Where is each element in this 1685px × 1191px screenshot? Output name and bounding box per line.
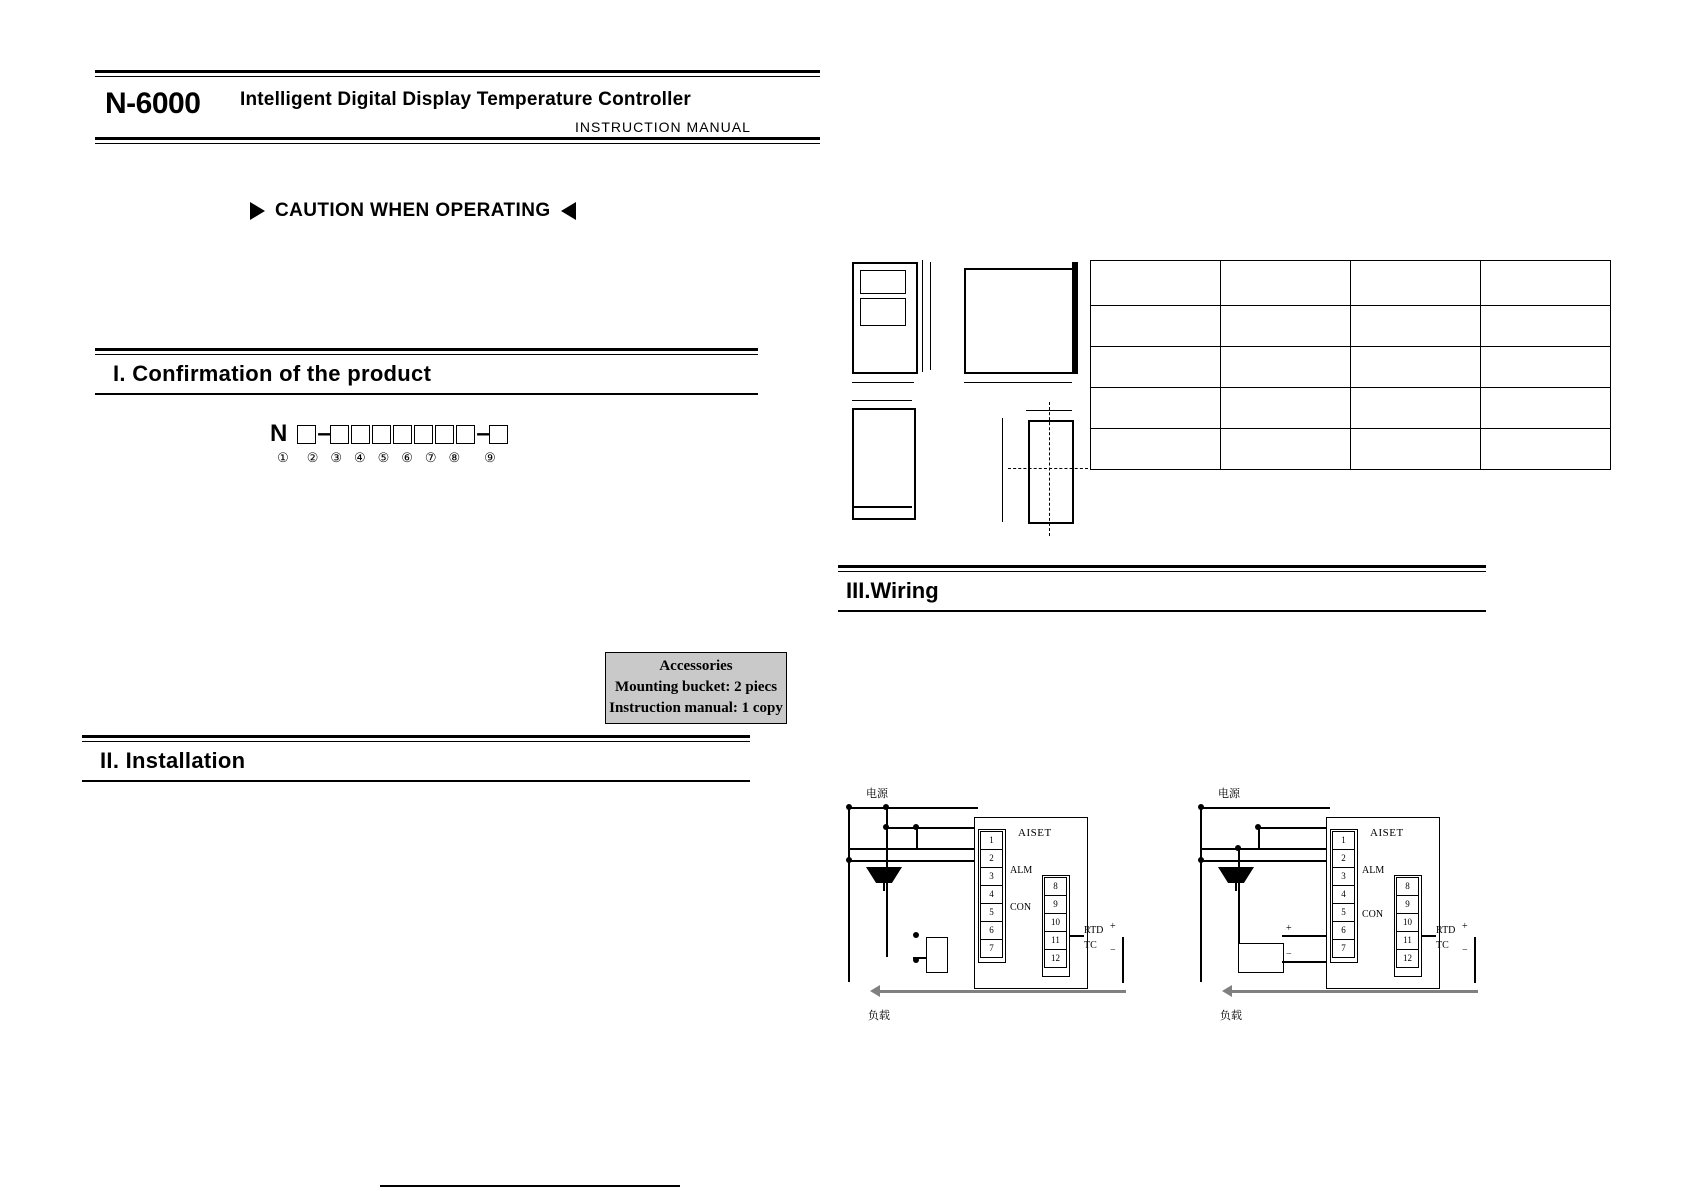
side-view-dim-hline [964,382,1072,383]
wd1-terminal-7: 7 [980,939,1003,958]
wd1-node-3 [913,824,919,830]
section2-rule-top [82,735,750,742]
table-cell [1091,347,1221,388]
wd2-minus-label: − [1462,945,1468,956]
wd1-terminal-9: 9 [1044,895,1067,914]
section3-title: III.Wiring [846,578,939,603]
wd2-rtd-label: RTD [1436,925,1456,936]
wd2-ssr-block [1238,943,1284,973]
code-index-3: ③ [330,450,344,465]
wd1-load-arrowhead [870,985,880,997]
section1-title: I. Confirmation of the product [113,361,432,386]
wd2-plus-in: + [1286,923,1292,934]
product-title: Intelligent Digital Display Temperature Controller [240,89,691,110]
wd2-terminal-4: 4 [1332,885,1355,904]
accessories-line-1: Mounting bucket: 2 piecs [614,679,778,695]
manual-label: INSTRUCTION MANUAL [575,119,751,135]
wd2-bus-top [1200,807,1330,809]
wd1-terminal-1: 1 [980,831,1003,850]
table-row [1091,347,1611,388]
table-cell [1351,388,1481,429]
section-heading-installation [82,735,750,782]
side-view-flange [1072,262,1078,374]
wd2-terminal-5: 5 [1332,903,1355,922]
wd2-terminal-12: 12 [1396,949,1419,968]
cutout-dim-vline [1002,418,1003,522]
wd2-terminal-1: 1 [1332,831,1355,850]
section1-rule-top [95,348,758,355]
bottom-left-view-base [852,506,912,508]
wd1-rtd-label: RTD [1084,925,1104,936]
model-number: N-6000 [105,87,201,120]
front-view-dim-hline [852,382,914,383]
code-dash-1: – [317,420,332,447]
wd2-terminal-11: 11 [1396,931,1419,950]
code-box-3 [351,425,370,444]
wd2-load-label: 负载 [1220,1009,1242,1022]
wd2-bus-mid2 [1258,827,1260,849]
wd1-node-2 [883,804,889,810]
caution-text: CAUTION WHEN OPERATING [275,200,551,221]
wd2-node-4 [1235,845,1241,851]
table-cell [1221,429,1351,470]
wd2-terminal-10: 10 [1396,913,1419,932]
wd1-load-label: 负载 [868,1009,890,1022]
footer-rule [380,1185,680,1187]
code-box-2 [330,425,349,444]
wd2-bus-row5 [1200,860,1326,862]
wd1-node-4 [883,824,889,830]
front-view-display-bottom [860,298,906,326]
table-row [1091,429,1611,470]
wd1-bus-mid2 [916,827,918,849]
table-cell [1351,429,1481,470]
code-index-7: ⑦ [424,450,438,465]
wd2-terminal-6: 6 [1332,921,1355,940]
code-index-8: ⑧ [448,450,462,465]
code-dash-2: – [476,420,491,447]
wd1-load-arrow [878,990,1126,993]
bottom-left-view [852,408,916,520]
code-index-9: ⑨ [484,450,497,465]
wd2-load-arrow [1230,990,1478,993]
wd2-ssr-wire-top [1282,935,1328,937]
table-cell [1351,306,1481,347]
section2-title: II. Installation [100,748,246,773]
wd1-terminal-8: 8 [1044,877,1067,896]
table-cell [1091,261,1221,306]
wd1-terminal-10: 10 [1044,913,1067,932]
cutout-center-dashed-v [1049,402,1050,536]
code-box-7 [435,425,454,444]
wd1-bus-top [848,807,978,809]
table-cell [1091,388,1221,429]
wd1-terminal-6: 6 [980,921,1003,940]
wd1-con-label: CON [1010,902,1032,913]
code-index-4: ④ [354,450,367,465]
model-code-boxes [270,420,509,448]
wd1-terminal-5: 5 [980,903,1003,922]
table-row [1091,261,1611,306]
wd2-sensor-return [1474,937,1476,983]
side-view-dim-vline [930,262,931,370]
section2-rule-bottom [82,780,750,782]
table-row [1091,306,1611,347]
wd1-terminal-11: 11 [1044,931,1067,950]
front-view-dim-vline [922,260,923,372]
accessories-box [605,652,787,724]
wd2-aiset-label: AISET [1370,827,1404,839]
dimension-table [1090,260,1611,470]
wd2-node-3 [1198,857,1204,863]
wd2-load-arrowhead [1222,985,1232,997]
wd1-aiset-label: AISET [1018,827,1052,839]
wd2-con-label: CON [1362,909,1384,920]
code-box-1 [297,425,316,444]
wd2-minus-in: − [1286,949,1292,960]
code-index-2: ② [306,450,320,465]
table-cell [1481,306,1611,347]
wd1-node-6 [913,932,919,938]
wd1-node-1 [846,804,852,810]
header-top-rule [95,70,820,77]
table-cell [1221,347,1351,388]
caution-banner [250,200,576,222]
wd2-power-label: 电源 [1218,787,1240,800]
wd2-node-1 [1198,804,1204,810]
wd1-terminal-3: 3 [980,867,1003,886]
wd1-power-label: 电源 [866,787,888,800]
table-row [1091,388,1611,429]
section-heading-confirmation [95,348,758,395]
table-cell [1351,261,1481,306]
accessories-line-2: Instruction manual: 1 copy [609,700,783,716]
code-box-8 [456,425,475,444]
wiring-diagram-1 [838,785,1158,1030]
triangle-left-icon [561,202,576,220]
wd1-bus-row5 [848,860,974,862]
code-box-4 [372,425,391,444]
wd1-plus-label: + [1110,921,1116,932]
wd2-buzzer-stem [1235,881,1237,891]
section1-rule-bottom [95,393,758,395]
wd1-alm-label: ALM [1010,865,1033,876]
wd1-bus-left [848,807,850,982]
wd1-resistor-wire [913,957,927,959]
table-cell [1481,261,1611,306]
table-cell [1481,388,1611,429]
table-cell [1221,261,1351,306]
table-cell [1091,429,1221,470]
section3-rule-top [838,565,1486,572]
document-header [95,70,820,144]
triangle-right-icon [250,202,265,220]
code-box-6 [414,425,433,444]
panel-cutout-view [1028,420,1074,524]
model-code-indices [270,450,509,466]
wd2-tc-label: TC [1436,940,1449,951]
wd1-bus-row4 [886,848,974,850]
wd1-terminal-4: 4 [980,885,1003,904]
wd2-node-2 [1255,824,1261,830]
wd2-sensor-wire [1422,935,1436,937]
wd2-terminal-9: 9 [1396,895,1419,914]
table-cell [1221,306,1351,347]
model-code-prefix: N [270,420,289,447]
wd1-terminal-12: 12 [1044,949,1067,968]
wd2-terminal-2: 2 [1332,849,1355,868]
wd1-minus-label: − [1110,945,1116,956]
header-bottom-rule [95,137,820,144]
code-index-5: ⑤ [377,450,391,465]
wd2-alm-label: ALM [1362,865,1385,876]
table-cell [1481,429,1611,470]
wd1-sensor-wire [1070,935,1084,937]
table-cell [1091,306,1221,347]
table-cell [1351,347,1481,388]
section3-rule-bottom [838,610,1486,612]
bottom-left-dim-hline [852,400,912,401]
wd1-terminal-2: 2 [980,849,1003,868]
wd2-terminal-7: 7 [1332,939,1355,958]
model-code-diagram [270,420,509,466]
table-cell [1221,388,1351,429]
wiring-diagram-2 [1190,785,1510,1030]
wd1-node-5 [846,857,852,863]
wd1-resistor [926,937,948,973]
wd2-bus-row3 [1200,848,1326,850]
accessories-title: Accessories [659,658,733,674]
wd1-sensor-return [1122,937,1124,983]
table-cell [1481,347,1611,388]
wd2-bus-left [1200,807,1202,982]
front-view-display-top [860,270,906,294]
cutout-center-dashed [1008,468,1088,469]
wd2-plus-label: + [1462,921,1468,932]
wd1-tc-label: TC [1084,940,1097,951]
section-heading-wiring [838,565,1486,612]
code-box-9 [489,425,508,444]
wd2-bus-mid2-h [1258,827,1326,829]
wd2-ssr-wire-bot [1282,961,1328,963]
wd2-bus-down [1238,848,1240,948]
wd1-bus-mid2-h [916,827,974,829]
code-index-6: ⑥ [401,450,414,465]
code-index-1: ① [277,450,290,465]
wd2-terminal-8: 8 [1396,877,1419,896]
wd1-buzzer-stem [883,881,885,891]
side-view-body [964,268,1076,374]
wd2-terminal-3: 3 [1332,867,1355,886]
code-box-5 [393,425,412,444]
